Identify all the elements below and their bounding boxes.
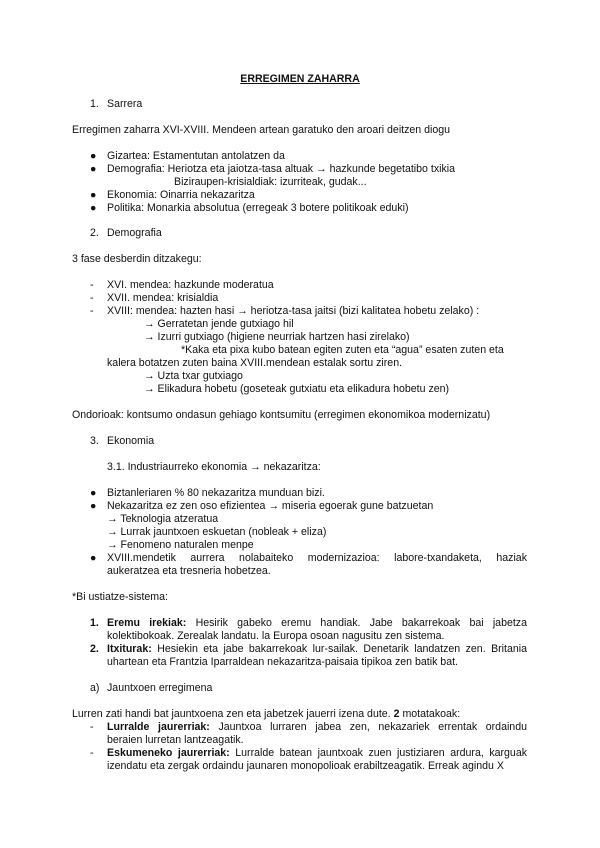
system-1-term: Eremu irekiak: [107,617,187,629]
arrow-item: → Teknologia atzeratua [107,513,219,525]
bullet-item: Politika: Monarkia absolutua (erregeak 3 botere politikoak eduki) [107,202,409,214]
section-1-number: 1. [90,98,99,110]
bullet-continuation: Biziraupen-krisialdiak: izurriteak, gudak... [174,176,367,188]
lands-text: Lurren zati handi bat jauntxoena zen eta jabetzek jauerri izena dute. [72,708,391,720]
list-item: XVI. mendea: hazkunde moderatua [107,279,274,291]
system-2-line [107,643,527,656]
arrow-item: → Fenomeno naturalen menpe [107,539,254,551]
bullet-icon: ● [90,487,97,499]
section-2-heading: Demografia [107,227,162,239]
dash-icon: - [90,292,94,304]
section-2-number: 2. [90,227,99,239]
bullet-icon: ● [90,150,97,162]
bullet-item: Biztanleriaren % 80 nekazaritza munduan bizi. [107,487,325,499]
system-1-number: 1. [90,617,99,629]
dash-icon: - [90,279,94,291]
system-2-continuation: uhartean eta Frantzia Iparraldean nekazaritza-paisaia tipikoa zen batik bat. [107,656,458,668]
document-title: ERREGIMEN ZAHARRA [240,73,360,85]
sub-item: → Gerratetan jende gutxiago hil [144,318,294,330]
note-line: kalera botatzen zuten baina XVIII.mendean estalak sortu ziren. [107,357,403,369]
section-3-number: 3. [90,435,99,447]
list-item: XVIII: mendea: hazten hasi → heriotza-tasa jaitsi (bizi kalitatea hobetu zelako) : [107,305,480,317]
lordship-2-line [107,747,527,760]
section-1-heading: Sarrera [107,98,143,110]
bullet-icon: ● [90,163,97,175]
bullet-icon: ● [90,202,97,214]
sub-item: → Uzta txar gutxiago [144,370,243,382]
system-2-term: Itxiturak: [107,643,152,655]
dash-icon: - [90,747,94,759]
lordship-1-continuation: beraien lurretan lantzeagatik. [107,734,244,746]
bullet-item: Gizartea: Estamentutan antolatzen da [107,150,285,162]
dash-icon: - [90,305,94,317]
bullet-item: Ekonomia: Oinarria nekazaritza [107,189,255,201]
lordship-1-term: Lurralde jaurerriak: [107,721,210,733]
lordship-2-text: Lurralde batean jauntxoak zuen justiziaren ardura, karguak [235,747,528,759]
section-3-heading: Ekonomia [107,435,155,447]
lordship-1-text: Jauntxoa lurraren jabea zen, nekazariek errentak ordaindu [218,721,527,733]
list-item: XVII. mendea: krisialdia [107,292,219,304]
lordship-2-term: Eskumeneko jaurerriak: [107,747,230,759]
section-2-conclusion: Ondorioak: kontsumo ondasun gehiago kontsumitu (erregimen ekonomikoa modernizatu) [72,409,491,421]
subsection-heading: 3.1. Industriaurreko ekonomia → nekazaritza: [107,461,321,473]
bullet-item: Nekazaritza ez zen oso efizientea → miseria egoerak gune batzuetan [107,500,434,512]
section-2-intro: 3 fase desberdin ditzakegu: [72,253,202,265]
system-1-text: Hesirik gabeko eremu handiak. Jabe bakarrekoak bai jabetza [195,617,527,629]
bullet-icon: ● [90,552,97,564]
bullet-icon: ● [90,500,97,512]
lordship-1-line [107,721,527,734]
lands-count: 2 [393,708,400,720]
systems-intro: *Bi ustiatze-sistema: [72,591,168,603]
lands-text-end: motatakoak: [402,708,461,720]
system-2-number: 2. [90,643,99,655]
system-1-line [107,617,527,630]
lordship-2-continuation: izendatu eta zergak ordaindu jaunaren monopolioak erabiltzeagatik. Erreak agindu X [107,760,504,772]
sub-item: → Izurri gutxiago (higiene neurriak hartzen hasi zirelako) [144,331,410,343]
note-line: *Kaka eta pixa kubo batean egiten zuten eta “agua” esaten zuten eta [181,344,504,356]
sub-item: → Elikadura hobetu (goseteak gutxiatu eta elikadura hobetu zen) [144,383,450,395]
bullet-continuation: aukeratzea eta tresneria hobetzea. [107,565,271,577]
bullet-icon: ● [90,189,97,201]
system-2-text: Hesiekin eta jabe bakarrekoak lur-sailak. Denetarik landatzen zen. Britania [157,643,527,655]
subsection-a-label: a) [90,682,100,694]
bullet-item: XVIII.mendetik aurrera nolabaiteko modernizazioa: labore-txandaketa, haziak [107,552,527,564]
lands-paragraph [72,708,460,721]
system-1-continuation: kolektibokoak. Zerealak landatu. la Europa osoan nagusitu zen sistema. [107,630,445,642]
section-1-intro: Erregimen zaharra XVI-XVIII. Mendeen artean garatuko den aroari deitzen diogu [72,124,451,136]
dash-icon: - [90,721,94,733]
bullet-item: Demografia: Heriotza eta jaiotza-tasa altuak → hazkunde begetatibo txikia [107,163,456,175]
subsection-a-heading: Jauntxoen erregimena [107,682,213,694]
arrow-item: → Lurrak jauntxoen eskuetan (nobleak + eliza) [107,526,327,538]
